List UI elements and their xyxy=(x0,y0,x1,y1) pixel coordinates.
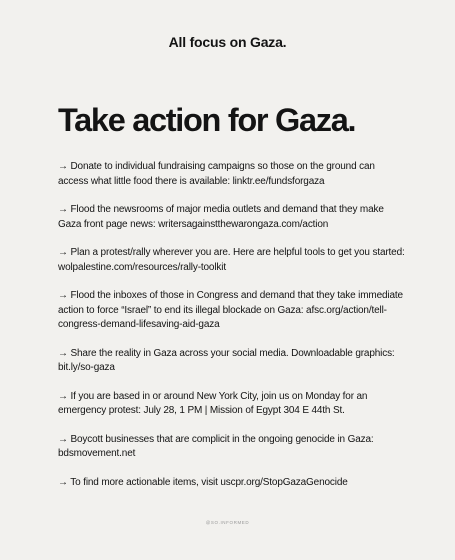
action-list xyxy=(58,160,406,504)
action-item-share: → Share the reality in Gaza across your social media. Downloadable graphics: bit.ly/so-gaza xyxy=(58,347,395,373)
headline: Take action for Gaza. xyxy=(58,102,356,138)
eyebrow-text: All focus on Gaza. xyxy=(168,34,287,50)
action-item-congress: → Flood the inboxes of those in Congress and demand that they take immediate action to force “Israel” to end its illegal blockade on Gaza: afsc.org/action/tell-congress-demand-lifesaving-aid-gaza xyxy=(58,290,403,330)
action-item-nyc-protest: → If you are based in or around New York City, join us on Monday for an emergency protest: July 28, 1 PM | Mission of Egypt 304 E 44th St. xyxy=(58,390,368,416)
action-item-more: → To find more actionable items, visit uscpr.org/StopGazaGenocide xyxy=(58,476,348,488)
action-item-boycott: → Boycott businesses that are complicit in the ongoing genocide in Gaza: bdsmovement.net xyxy=(58,433,374,459)
footer-handle: @SO.INFORMED xyxy=(205,520,250,525)
action-item-newsrooms: → Flood the newsrooms of major media outlets and demand that they make Gaza front page news: writersagainstthewarongaza.com/action xyxy=(58,204,384,230)
action-item-protest: → Plan a protest/rally wherever you are. Here are helpful tools to get you started: wolpalestine.com/resources/rally-toolkit xyxy=(58,247,405,273)
action-item-donate: → Donate to individual fundraising campaigns so those on the ground can access what little food there is available: linktr.ee/fundsforgaza xyxy=(58,161,375,187)
